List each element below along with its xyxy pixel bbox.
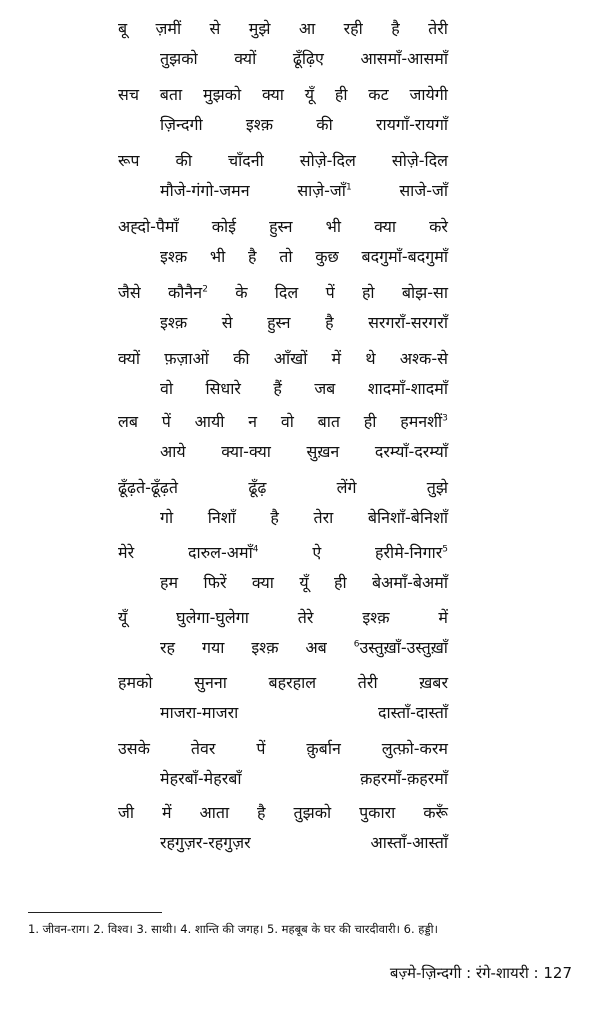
word: आता xyxy=(199,803,230,822)
word: पें xyxy=(325,283,335,302)
word: हो xyxy=(361,283,375,302)
couplet-1-line-2 xyxy=(160,44,448,74)
word: मौजे-गंगो-जमन xyxy=(160,181,250,200)
word: भी xyxy=(325,217,342,236)
word: साजे-जाँ xyxy=(399,181,448,200)
word: है xyxy=(325,313,334,332)
couplet-10-line-2 xyxy=(160,633,448,663)
word: बहरहाल xyxy=(268,673,317,692)
couplet-5-line-2 xyxy=(160,308,448,338)
word: मुझको xyxy=(203,85,242,104)
word: की xyxy=(175,151,192,170)
word: जैसे xyxy=(118,283,141,302)
word: रहगुज़र-रहगुज़र xyxy=(160,833,251,852)
couplet-4-line-1 xyxy=(118,212,448,242)
word: हम xyxy=(160,573,179,592)
word: चाँदनी xyxy=(227,151,264,170)
word: है xyxy=(270,508,279,527)
word: उस्तुख़ाँ-उस्तुख़ाँ xyxy=(359,638,448,657)
word: लब xyxy=(118,412,138,431)
word: मेहरबाँ-मेहरबाँ xyxy=(160,769,242,788)
word: तेरा xyxy=(313,508,334,527)
word: लेंगे xyxy=(336,478,357,497)
word: पें xyxy=(256,739,266,758)
word: ढूँढ़ते-ढूँढ़ते xyxy=(118,478,179,497)
word: के xyxy=(235,283,248,302)
word: ज़मीं xyxy=(155,19,182,38)
word: मुझे xyxy=(248,19,271,38)
word: न xyxy=(248,412,258,431)
word: सिधारे xyxy=(205,379,241,398)
word: हैं xyxy=(273,379,282,398)
word: सच xyxy=(118,85,139,104)
couplet-7-line-2 xyxy=(160,437,448,467)
word: हुस्न xyxy=(269,217,293,236)
word: भी xyxy=(209,247,226,266)
word: रही xyxy=(343,19,363,38)
word: पें xyxy=(161,412,171,431)
word: क़ुर्बान xyxy=(306,739,341,758)
couplet-5-line-1 xyxy=(118,278,448,308)
word-with-footnote xyxy=(188,538,259,568)
word: इश्क़ xyxy=(245,115,274,134)
word: करे xyxy=(429,217,448,236)
footnote-mark: 6 xyxy=(353,639,360,650)
word: क्या-क्या xyxy=(221,442,271,461)
word: हरीमे-निगार xyxy=(375,543,443,562)
word: पुकारा xyxy=(359,803,396,822)
couplet-6-line-1 xyxy=(118,344,448,374)
word: है xyxy=(257,803,266,822)
word: ही xyxy=(363,412,377,431)
word: ऐ xyxy=(312,543,322,562)
word: हमनशीं xyxy=(400,412,443,431)
word: ढूँढ़ xyxy=(248,478,267,497)
word: मेरे xyxy=(118,543,135,562)
word: दास्ताँ-दास्ताँ xyxy=(377,703,448,722)
word: गो xyxy=(160,508,174,527)
word: से xyxy=(209,19,221,38)
word: तुझको xyxy=(160,49,198,68)
couplet-7-line-1 xyxy=(118,407,448,437)
couplet-2-line-1 xyxy=(118,80,448,110)
word: जी xyxy=(118,803,135,822)
word: गया xyxy=(201,638,225,657)
couplet-11-line-2 xyxy=(160,698,448,728)
word: क्या xyxy=(261,85,284,104)
word: सुख़न xyxy=(306,442,340,461)
word: क्या xyxy=(251,573,274,592)
couplet-1-line-1 xyxy=(118,14,448,44)
word: ज़िन्दगी xyxy=(160,115,203,134)
word: यूँ xyxy=(304,85,315,104)
word: आ xyxy=(298,19,316,38)
word: इश्क़ xyxy=(160,313,188,332)
word: वो xyxy=(160,379,174,398)
word: इश्क़ xyxy=(251,638,279,657)
word: तेरी xyxy=(357,673,378,692)
footnote-mark: 5 xyxy=(442,544,448,555)
couplet-13-line-1 xyxy=(118,798,448,828)
word: कोई xyxy=(211,217,237,236)
word: में xyxy=(438,608,448,627)
couplet-9-line-2 xyxy=(160,568,448,598)
word: है xyxy=(391,19,400,38)
word: यूँ xyxy=(299,573,309,592)
word: हमको xyxy=(118,673,153,692)
word: यूँ xyxy=(118,608,128,627)
word: ख़बर xyxy=(419,673,448,692)
word: इश्क़ xyxy=(160,247,188,266)
word: माजरा-माजरा xyxy=(160,703,239,722)
couplet-8-line-1 xyxy=(118,473,448,503)
footnote-mark: 4 xyxy=(252,544,259,555)
word-with-footnote xyxy=(168,278,208,308)
word: दिल xyxy=(274,283,299,302)
word: ही xyxy=(334,85,348,104)
couplet-8 xyxy=(118,473,448,533)
word: अश्क-से xyxy=(399,349,448,368)
word-with-footnote xyxy=(400,407,448,437)
word-with-footnote xyxy=(297,176,351,206)
couplet-6-line-2 xyxy=(160,374,448,404)
word: रूप xyxy=(118,151,140,170)
word: अब xyxy=(305,638,327,657)
word: सरगराँ-सरगराँ xyxy=(368,313,448,332)
couplet-12-line-2 xyxy=(160,764,448,794)
word: ढूँढ़िए xyxy=(292,49,324,68)
word: तुझे xyxy=(426,478,448,497)
couplet-3-line-1 xyxy=(118,146,448,176)
word: तो xyxy=(279,247,293,266)
word: क्या xyxy=(374,217,397,236)
word: आँखों xyxy=(273,349,308,368)
word: वो xyxy=(280,412,294,431)
word: क्यों xyxy=(118,349,140,368)
couplet-2-line-2 xyxy=(160,110,448,140)
word: बू xyxy=(118,19,128,38)
word: क्यों xyxy=(234,49,257,68)
word: है xyxy=(248,247,257,266)
word: में xyxy=(331,349,342,368)
couplet-10 xyxy=(118,603,448,663)
word: आस्ताँ-आस्ताँ xyxy=(370,833,448,852)
couplet-6 xyxy=(118,344,448,404)
word: इश्क़ xyxy=(362,608,390,627)
word: कौनैन xyxy=(167,283,203,302)
couplet-5 xyxy=(118,278,448,338)
word: जब xyxy=(314,379,336,398)
word: बोझ-सा xyxy=(401,283,448,302)
word: की xyxy=(233,349,250,368)
footnote-mark: 1 xyxy=(345,182,352,193)
couplet-12 xyxy=(118,734,448,794)
word: अह्दो-पैमाँ xyxy=(118,217,179,236)
footnote-divider xyxy=(28,912,162,913)
word: तुझको xyxy=(293,803,332,822)
word: फिरें xyxy=(203,573,227,592)
word: रह xyxy=(160,638,176,657)
couplet-9-line-1 xyxy=(118,538,448,568)
word: क़हरमाँ-क़हरमाँ xyxy=(360,769,448,788)
couplet-13 xyxy=(118,798,448,858)
couplet-7 xyxy=(118,407,448,467)
word: रायगाँ-रायगाँ xyxy=(375,115,448,134)
footnotes: 1. जीवन-राग। 2. विश्व। 3. साथी। 4. शान्ति की जगह। 5. महबूब के घर की चारदीवारी। 6. हड्डी। xyxy=(28,922,438,936)
word: से xyxy=(221,313,233,332)
word: सोज़े-दिल xyxy=(391,151,448,170)
word: करूँ xyxy=(423,803,448,822)
word: सुनना xyxy=(194,673,227,692)
word: दरम्याँ-दरम्याँ xyxy=(374,442,448,461)
word: फ़ज़ाओं xyxy=(164,349,209,368)
word: सोज़े-दिल xyxy=(299,151,356,170)
couplet-13-line-2 xyxy=(160,828,448,858)
word: बदगुमाँ-बदगुमाँ xyxy=(361,247,448,266)
couplet-12-line-1 xyxy=(118,734,448,764)
word: लुत्फ़ो-करम xyxy=(381,739,448,758)
word: में xyxy=(161,803,172,822)
word: तेवर xyxy=(190,739,216,758)
couplet-3-line-2 xyxy=(160,176,448,206)
word: आयी xyxy=(194,412,225,431)
couplet-1 xyxy=(118,14,448,74)
word: आसमाँ-आसमाँ xyxy=(360,49,448,68)
word: हुस्न xyxy=(267,313,291,332)
word: जायेगी xyxy=(409,85,448,104)
word: तेरी xyxy=(428,19,448,38)
running-footer: बज़्मे-ज़िन्दगी : रंगे-शायरी : 127 xyxy=(389,964,572,982)
word: थे xyxy=(365,349,376,368)
couplet-11-line-1 xyxy=(118,668,448,698)
word: शादमाँ-शादमाँ xyxy=(367,379,448,398)
word: घुलेगा-घुलेगा xyxy=(176,608,249,627)
word: की xyxy=(316,115,333,134)
footnote-mark: 3 xyxy=(442,413,448,424)
couplet-9 xyxy=(118,538,448,598)
word: उसके xyxy=(118,739,150,758)
couplet-4 xyxy=(118,212,448,272)
couplet-3 xyxy=(118,146,448,206)
word: तेरे xyxy=(297,608,314,627)
couplet-2 xyxy=(118,80,448,140)
word: बता xyxy=(159,85,183,104)
word: कुछ xyxy=(315,247,339,266)
word: बात xyxy=(317,412,341,431)
word: आये xyxy=(160,442,186,461)
word: कट xyxy=(368,85,389,104)
word: बेनिशाँ-बेनिशाँ xyxy=(367,508,448,527)
couplet-8-line-2 xyxy=(160,503,448,533)
word: दारुल-अमाँ xyxy=(187,543,253,562)
word-with-footnote xyxy=(375,538,448,568)
word: साज़े-जाँ xyxy=(297,181,346,200)
word-with-footnote xyxy=(354,633,448,663)
couplet-11 xyxy=(118,668,448,728)
word: बेअमाँ-बेअमाँ xyxy=(372,573,448,592)
word: ही xyxy=(334,573,347,592)
word: निशाँ xyxy=(207,508,236,527)
couplet-4-line-2 xyxy=(160,242,448,272)
footnote-mark: 2 xyxy=(202,284,208,295)
couplet-10-line-1 xyxy=(118,603,448,633)
